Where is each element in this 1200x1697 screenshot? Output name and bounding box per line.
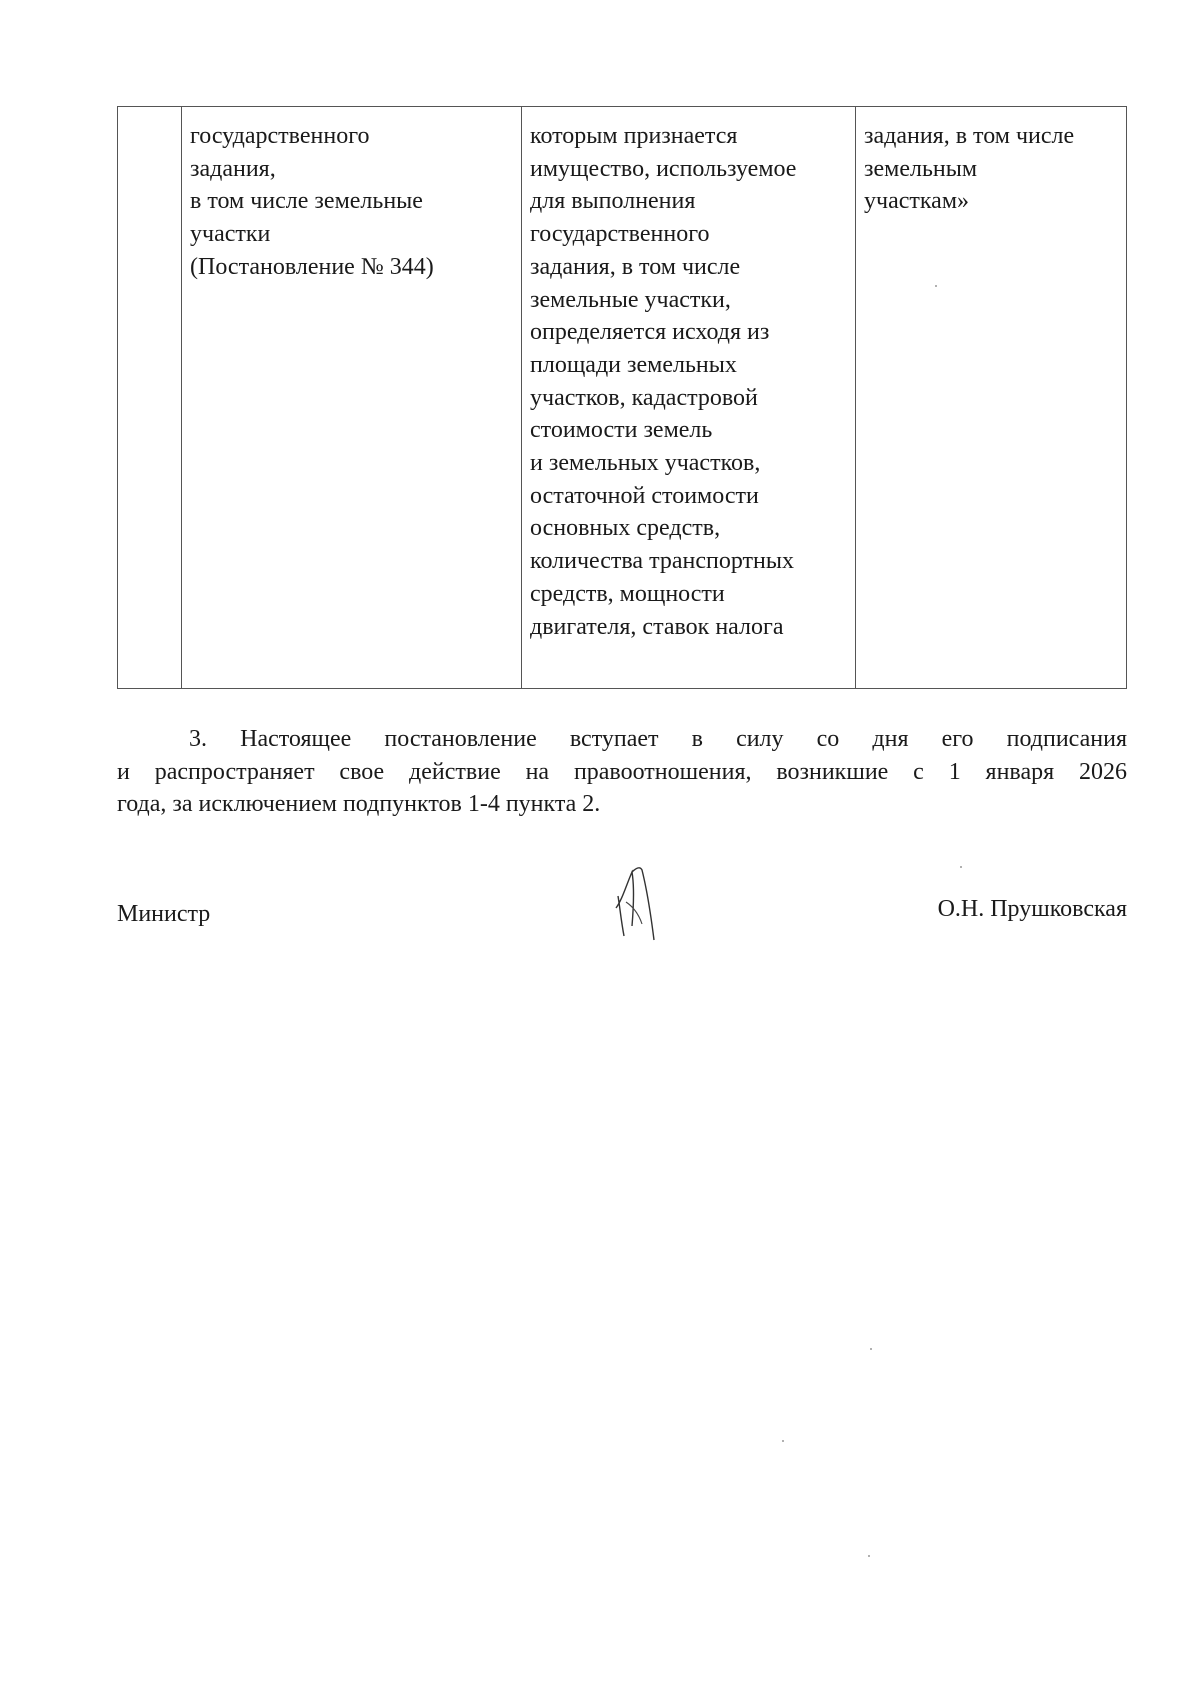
cell-text-line: количества транспортных [530, 548, 794, 575]
cell-text-line: задания, [190, 155, 276, 182]
paragraph-line: года, за исключением подпунктов 1-4 пункта 2. [117, 791, 601, 818]
cell-text-line: имущество, используемое [530, 155, 797, 182]
scan-speck [935, 285, 937, 287]
cell-text-line: государственного [190, 123, 370, 149]
cell-text-line: средств, мощности [530, 580, 725, 607]
cell-text-line: и земельных участков, [530, 450, 761, 477]
cell-text-line: двигателя, ставок налога [530, 613, 784, 640]
table-row [118, 107, 1127, 689]
signatory-name: О.Н. Прушковская [937, 896, 1127, 922]
cell-text-line: участков, кадастровой [530, 384, 758, 411]
cell-text-line: задания, в том числе [530, 253, 741, 280]
scan-speck [870, 1348, 872, 1350]
cell-text-line: которым признается [530, 123, 738, 149]
paragraph-3 [117, 723, 1127, 821]
cell-text-line: остаточной стоимости [530, 482, 759, 509]
cell-text-line: стоимости земель [530, 417, 713, 444]
cell-text-line: земельным [864, 155, 978, 182]
handwritten-signature [612, 862, 666, 944]
cell-text-line: государственного [530, 221, 710, 248]
cell-text-line: определяется исходя из [530, 319, 770, 346]
note-cell [856, 107, 1127, 689]
paragraph-line: и распространяет свое действие на правоотношения, возникшие с 1 января 2026 [117, 758, 1127, 785]
cell-text-line: задания, в том числе [864, 123, 1075, 149]
cell-text-line: (Постановление № 344) [190, 253, 434, 280]
scan-speck [868, 1555, 870, 1557]
cell-text-line: участкам» [864, 188, 969, 215]
row-number-cell [118, 107, 182, 689]
cell-text-line: земельные участки, [530, 286, 731, 313]
paragraph-line: 3. Настоящее постановление вступает в силу со дня его подписания [189, 726, 1127, 752]
cell-text-line: площади земельных [530, 351, 737, 378]
cell-text-line: для выполнения [530, 188, 696, 215]
object-cell [182, 107, 522, 689]
scan-speck [782, 1440, 784, 1442]
cell-text-line: в том числе земельные [190, 188, 423, 215]
cell-text-line: основных средств, [530, 515, 721, 542]
scan-speck [960, 866, 962, 868]
continuation-table [117, 106, 1127, 689]
signatory-title: Министр [117, 901, 211, 927]
calculation-cell [522, 107, 856, 689]
cell-text-line: участки [190, 221, 271, 248]
